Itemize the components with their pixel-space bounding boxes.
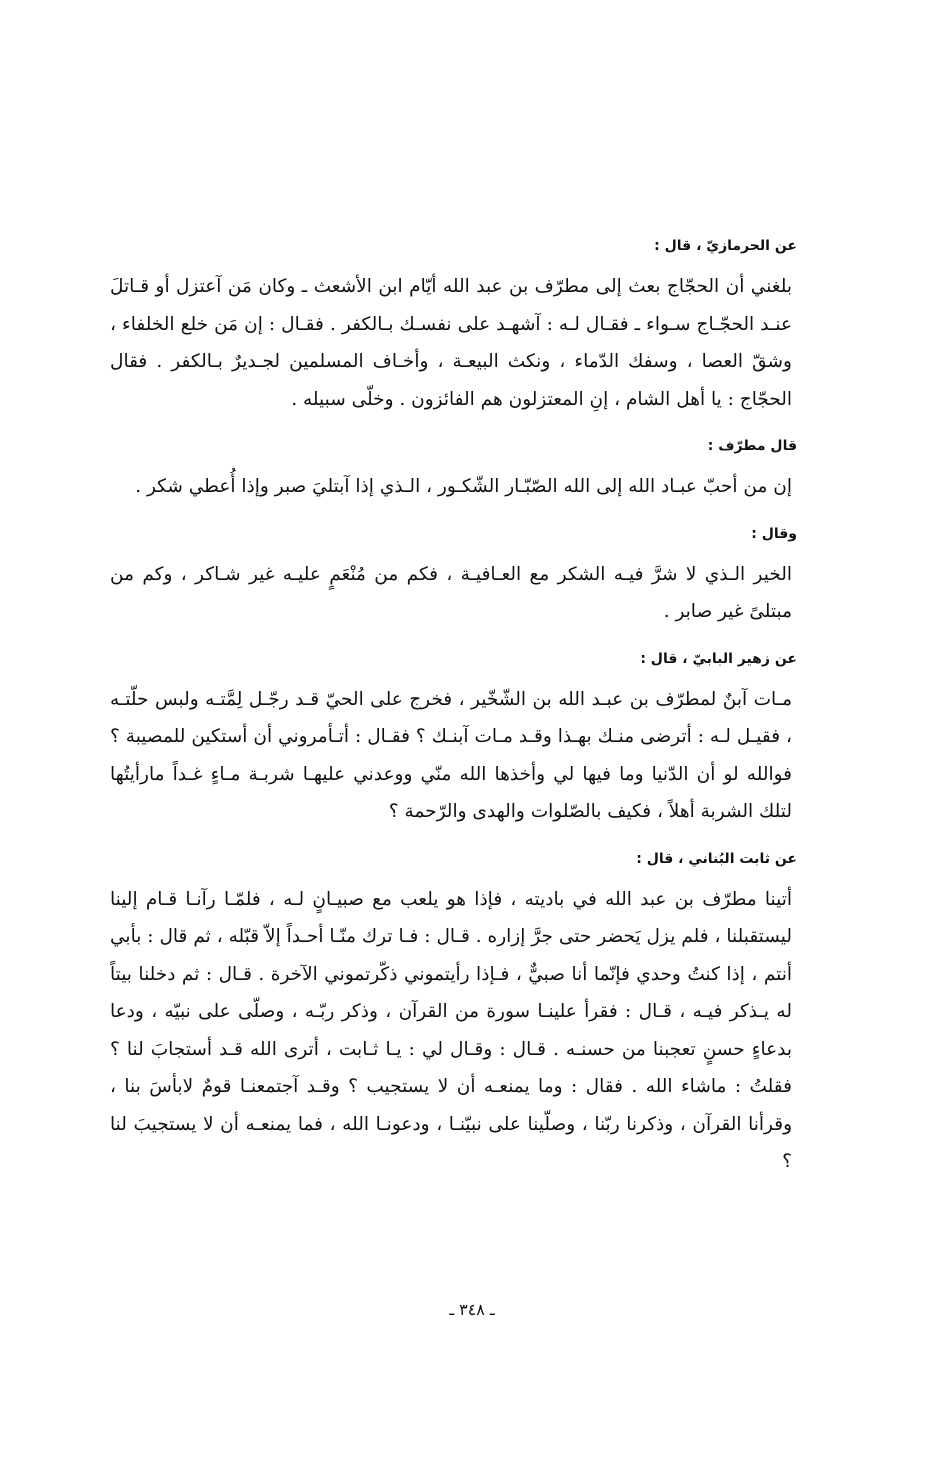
text-block: [110, 236, 797, 1199]
page-number: ـ ٣٤٨ ـ: [449, 1300, 495, 1319]
section-paragraph: إن من أحبّ عبـاد الله إلى الله الصّبّـار الشّكـور ، الـذي إذا آبتليَ صبر وإذا أُعطي شكر .: [135, 476, 792, 497]
section-heading: عن ثابت البُناني ، قال :: [636, 850, 797, 867]
section-hirmazi: [110, 236, 797, 418]
section-heading: عن زهير البابيّ ، قال :: [640, 650, 797, 667]
section-mutarrif-saying: [110, 436, 797, 506]
section-paragraph: بلغني أن الحجّاج بعث إلى مطرّف بن عبد الله أيّام ابن الأشعث ـ وكان مَن آعتزل أو قـاتلَ عنـد الحجّـاج سـواء ـ فقـال لـه : آشهـد على نفسـك بـالكفر . فقـال : إن مَن خلع الخلفاء ، وشقّ العصا ، وسفك الدّماء ، ونكث البيعـة ، وأخـاف المسلمين لجـديرٌ بـالكفر . فقال الحجّاج : يا أهل الشام ، إنِ المعتزلون هم الفائزون . وخلّى سبيله .: [110, 276, 792, 410]
section-and-said: [110, 524, 797, 631]
section-heading: وقال :: [751, 525, 797, 542]
section-paragraph: أتينا مطرّف بن عبد الله في باديته ، فإذا هو يلعب مع صبيـانٍ لـه ، فلمّـا رآنـا قـام إلينا ليستقبلنا ، فلم يزل يَحضر حتى جرَّ إزاره . قـال : فـا ترك منّـا أحـداً إلاّ قبّله ، ثم قال : بأبي أنتم ، إذا كنتُ وحدي فإنّما أنا صبيٌّ ، فـإذا رأيتموني ذكّرتموني الآخرة . قـال : ثم دخلنا بيتاً له يـذكر فيـه ، قـال : فقرأ علينـا سورة من القرآن ، وذكر ربّـه ، وصلّى على نبيّه ، ودعا بدعاءٍ حسنٍ تعجبنا من حسنـه . قـال : وقـال لي : يـا ثـابت ، أترى الله قـد أستجابَ لنا ؟ فقلتُ : ماشاء الله . فقال : وما يمنعـه أن لا يستجيب ؟ وقـد آجتمعنـا قومٌ لابأسَ بنا ، وقرأنا القرآن ، وذكرنا ربّنا ، وصلّينا على نبيّنـا ، ودعونـا الله ، فما يمنعـه أن لا يستجيبَ لنا ؟: [110, 888, 792, 1172]
section-paragraph: الخير الـذي لا شرَّ فيـه الشكر مع العـافيـة ، فكم من مُنْعَمٍ عليـه غير شـاكر ، وكم من مبتلىً غير صابر .: [110, 563, 792, 622]
section-heading: عن الحرمازيّ ، قال :: [654, 238, 797, 254]
section-paragraph: مـات آبنٌ لمطرّف بن عبـد الله بن الشّخّير ، فخرج على الحيّ قـد رجّـل لِمَّتـه ولبس حلّتـه ، فقيـل لـه : أترضى منـك بهـذا وقـد مـات آبنـك ؟ فقـال : أتـأمروني أن أستكين للمصيبة ؟ فوالله لو أن الدّنيا وما فيها لي وأخذها الله منّي ووعدني عليهـا شربـة مـاءٍ غـداً مارأيتُها لتلك الشربة أهلاً ، فكيف بالصّلوات والهدى والرّحمة ؟: [110, 688, 792, 822]
section-zuhair: [110, 649, 797, 831]
section-thabit: [110, 849, 797, 1181]
section-heading: قال مطرّف :: [707, 438, 797, 454]
